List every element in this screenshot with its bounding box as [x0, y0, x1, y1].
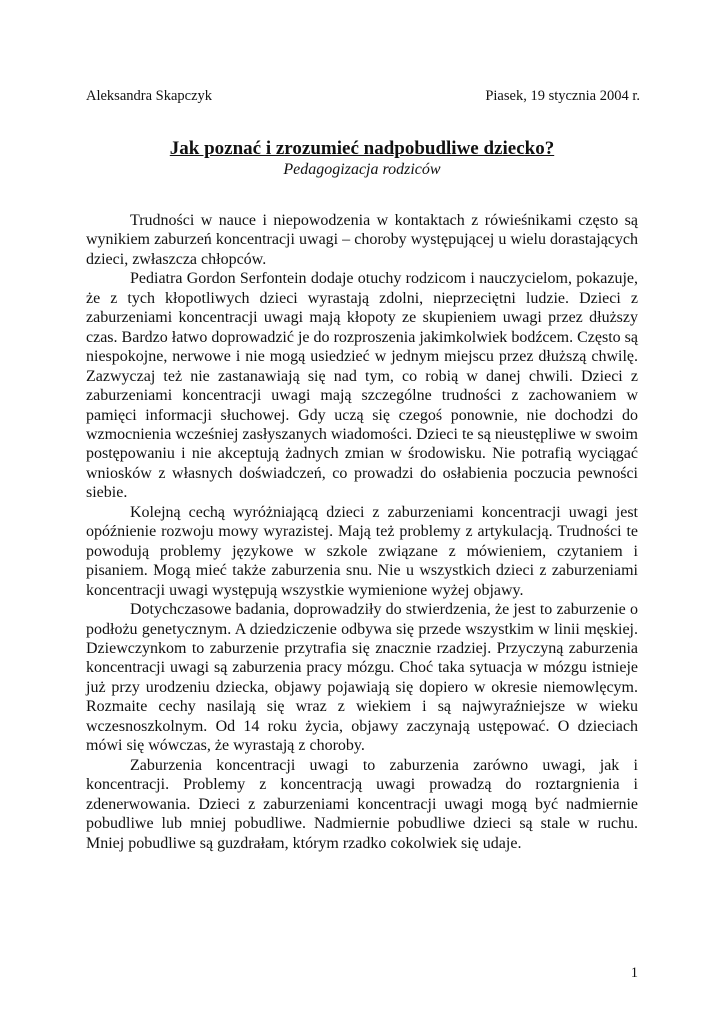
document-title: Jak poznać i zrozumieć nadpobudliwe dziecko?: [169, 138, 555, 159]
page-number: 1: [630, 965, 638, 981]
document-subtitle: Pedagogizacja rodziców: [283, 161, 441, 178]
author-name: Aleksandra Skapczyk: [86, 88, 213, 104]
paragraph: Kolejną cechą wyróżniającą dzieci z zaburzeniami koncentracji uwagi jest opóźnienie rozwoju mowy wyrazistej. Mają też problemy z artykulacją. Trudności te powodują problemy językowe w szkole związane z mówieniem, czytaniem i pisaniem. Mogą mieć także zaburzenia snu. Nie u wszystkich dzieci z zaburzeniami koncentracji uwagi występują wszystkie wymienione wyżej objawy.: [86, 503, 638, 599]
paragraph: Dotychczasowe badania, doprowadziły do stwierdzenia, że jest to zaburzenie o podłożu genetycznym. A dziedziczenie odbywa się przede wszystkim w linii męskiej. Dziewczynkom to zaburzenie przytrafia się znacznie rzadziej. Przyczyną zaburzenia koncentracji uwagi są zaburzenia pracy mózgu. Choć taka sytuacja w mózgu istnieje już przy urodzeniu dziecka, objawy pojawiają się dopiero w okresie niemowlęcym. Rozmaite cechy nasilają się wraz z wiekiem i są najwyraźniejsze w wieku wczesnoszkolnym. Od 14 roku życia, objawy zaczynają ustępować. O dzieciach mówi się wówczas, że wyrastają z choroby.: [86, 601, 638, 755]
place-and-date: Piasek, 19 stycznia 2004 r.: [485, 88, 640, 104]
document-body: [86, 211, 638, 853]
paragraph: Pediatra Gordon Serfontein dodaje otuchy rodzicom i nauczycielom, pokazuje, że z tych kłopotliwych dzieci wyrastają zdolni, nieprzeciętni ludzie. Dzieci z zaburzeniami koncentracji uwagi mają kłopoty ze skupieniem uwagi przez dłuższy czas. Bardzo łatwo doprowadzić je do rozproszenia jakimkolwiek bodźcem. Często są niespokojne, nerwowe i nie mogą usiedzieć w jednym miejscu przez dłuższą chwilę. Zazwyczaj też nie zastanawiają się nad tym, co robią w danej chwili. Dzieci z zaburzeniami koncentracji uwagi mają szczególne trudności z zachowaniem w pamięci informacji słuchowej. Gdy uczą się czegoś ponownie, nie dochodzi do wzmocnienia wcześniej zasłyszanych wiadomości. Dzieci te są nieustępliwe w swoim postępowaniu i nie akceptują żadnych zmian w środowisku. Nie potrafią wyciągać wniosków z własnych doświadczeń, co prowadzi do osłabienia poczucia pewności siebie.: [86, 270, 638, 502]
paragraph: Zaburzenia koncentracji uwagi to zaburzenia zarówno uwagi, jak i koncentracji. Problemy z koncentracją uwagi prowadzą do roztargnienia i zdenerwowania. Dzieci z zaburzeniami koncentracji uwagi mogą być nadmiernie pobudliwe lub mniej pobudliwe. Nadmiernie pobudliwe dzieci są stale w ruchu. Mniej pobudliwe są guzdrałam, którym rzadko cokolwiek się udaje.: [86, 756, 638, 852]
paragraph: Trudności w nauce i niepowodzenia w kontaktach z rówieśnikami często są wynikiem zaburzeń koncentracji uwagi – choroby występującej u wielu dorastających dzieci, zwłaszcza chłopców.: [86, 212, 638, 268]
